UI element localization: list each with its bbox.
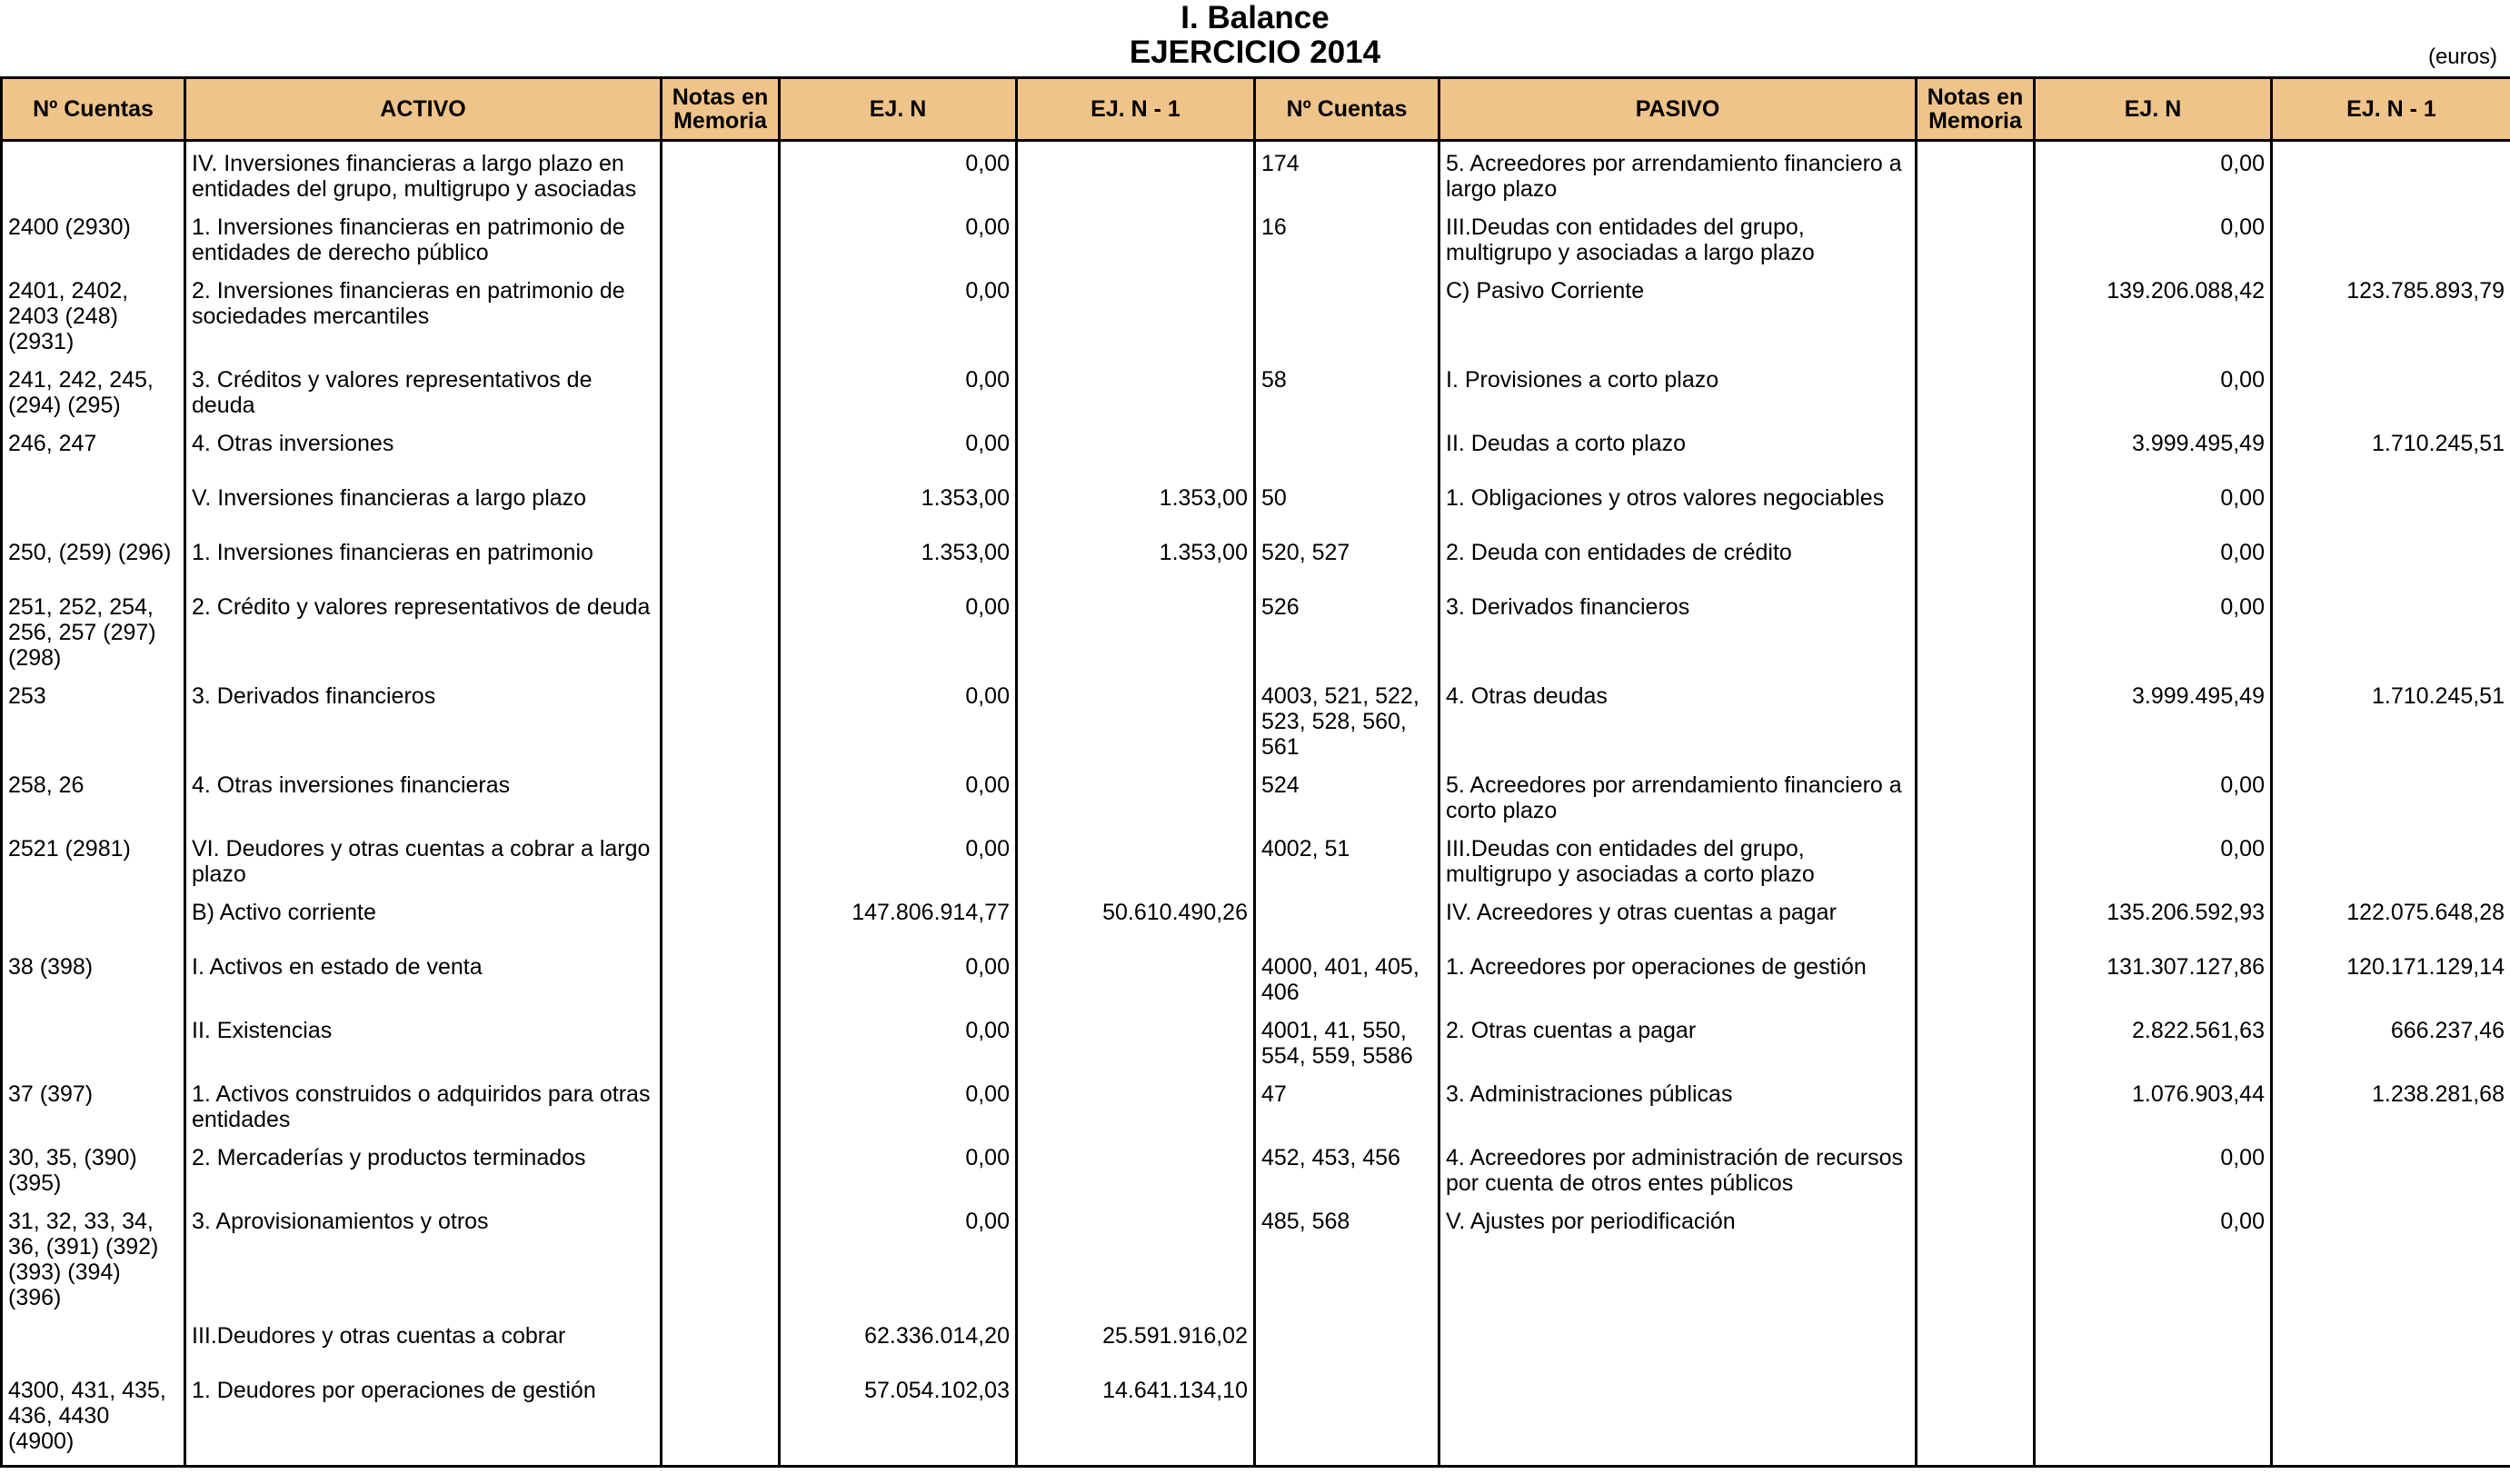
- notas-activo-cell: [662, 1321, 780, 1376]
- notas-activo-cell: [662, 141, 780, 214]
- activo-cell: III.Deudores y otras cuentas a cobrar: [185, 1321, 662, 1376]
- table-row: [2, 1143, 2510, 1207]
- ejn1-activo-cell: 1.353,00: [1017, 483, 1255, 538]
- ejn-activo-cell: 0,00: [780, 429, 1017, 483]
- ejn1-activo-cell: 1.353,00: [1017, 538, 1255, 593]
- cuentas-activo-cell: 4300, 431, 435, 436, 4430 (4900): [2, 1376, 185, 1467]
- cuentas-pasivo-cell: [1255, 276, 1439, 365]
- ejn-pasivo-cell: 0,00: [2035, 213, 2272, 276]
- ejn1-pasivo-cell: [2272, 1143, 2510, 1207]
- header-ejn1-activo: EJ. N - 1: [1017, 78, 1255, 141]
- header-ejn1-pasivo: EJ. N - 1: [2272, 78, 2510, 141]
- notas-pasivo-cell: [1917, 952, 2035, 1016]
- ejn-pasivo-cell: 3.999.495,49: [2035, 682, 2272, 771]
- table-row: [2, 1321, 2510, 1376]
- notas-pasivo-cell: [1917, 1207, 2035, 1321]
- ejn1-activo-cell: 14.641.134,10: [1017, 1376, 1255, 1467]
- notas-activo-cell: [662, 213, 780, 276]
- notas-activo-cell: [662, 1143, 780, 1207]
- table-row: [2, 682, 2510, 771]
- ejn1-pasivo-cell: [2272, 771, 2510, 834]
- cuentas-pasivo-cell: 4001, 41, 550, 554, 559, 5586: [1255, 1016, 1439, 1080]
- pasivo-cell: III.Deudas con entidades del grupo, multigrupo y asociadas a largo plazo: [1439, 213, 1917, 276]
- notas-activo-cell: [662, 898, 780, 952]
- ejn-pasivo-cell: 0,00: [2035, 593, 2272, 682]
- activo-cell: 1. Activos construidos o adquiridos para otras entidades: [185, 1080, 662, 1143]
- cuentas-pasivo-cell: [1255, 1376, 1439, 1467]
- cuentas-activo-cell: 253: [2, 682, 185, 771]
- ejn1-activo-cell: 25.591.916,02: [1017, 1321, 1255, 1376]
- pasivo-cell: 1. Obligaciones y otros valores negociables: [1439, 483, 1917, 538]
- ejn-activo-cell: 0,00: [780, 593, 1017, 682]
- table-row: [2, 952, 2510, 1016]
- cuentas-activo-cell: 246, 247: [2, 429, 185, 483]
- notas-activo-cell: [662, 1376, 780, 1467]
- table-row: [2, 141, 2510, 214]
- report-subtitle: EJERCICIO 2014: [1129, 35, 1381, 70]
- header-cuentas-activo: Nº Cuentas: [2, 78, 185, 141]
- ejn1-activo-cell: [1017, 1207, 1255, 1321]
- notas-pasivo-cell: [1917, 1143, 2035, 1207]
- ejn-activo-cell: 57.054.102,03: [780, 1376, 1017, 1467]
- ejn-activo-cell: 1.353,00: [780, 483, 1017, 538]
- notas-pasivo-cell: [1917, 1321, 2035, 1376]
- ejn1-pasivo-cell: [2272, 483, 2510, 538]
- notas-pasivo-cell: [1917, 593, 2035, 682]
- notas-activo-cell: [662, 483, 780, 538]
- notas-activo-cell: [662, 771, 780, 834]
- ejn1-activo-cell: [1017, 213, 1255, 276]
- cuentas-activo-cell: [2, 898, 185, 952]
- notas-activo-cell: [662, 1016, 780, 1080]
- activo-cell: I. Activos en estado de venta: [185, 952, 662, 1016]
- table-row: [2, 834, 2510, 898]
- cuentas-pasivo-cell: 485, 568: [1255, 1207, 1439, 1321]
- pasivo-cell: 5. Acreedores por arrendamiento financiero a corto plazo: [1439, 771, 1917, 834]
- cuentas-activo-cell: [2, 1321, 185, 1376]
- cuentas-pasivo-cell: 47: [1255, 1080, 1439, 1143]
- ejn1-activo-cell: [1017, 365, 1255, 429]
- ejn1-activo-cell: [1017, 952, 1255, 1016]
- cuentas-activo-cell: [2, 1016, 185, 1080]
- pasivo-cell: I. Provisiones a corto plazo: [1439, 365, 1917, 429]
- ejn1-activo-cell: [1017, 1080, 1255, 1143]
- ejn-activo-cell: 0,00: [780, 834, 1017, 898]
- ejn-activo-cell: 0,00: [780, 1207, 1017, 1321]
- ejn-activo-cell: 0,00: [780, 276, 1017, 365]
- notas-activo-cell: [662, 1207, 780, 1321]
- activo-cell: 1. Inversiones financieras en patrimonio de entidades de derecho público: [185, 213, 662, 276]
- cuentas-pasivo-cell: 174: [1255, 141, 1439, 214]
- notas-pasivo-cell: [1917, 141, 2035, 214]
- pasivo-cell: 3. Administraciones públicas: [1439, 1080, 1917, 1143]
- ejn1-pasivo-cell: 666.237,46: [2272, 1016, 2510, 1080]
- notas-activo-cell: [662, 952, 780, 1016]
- cuentas-pasivo-cell: 50: [1255, 483, 1439, 538]
- pasivo-cell: 4. Otras deudas: [1439, 682, 1917, 771]
- ejn1-pasivo-cell: 120.171.129,14: [2272, 952, 2510, 1016]
- cuentas-pasivo-cell: 520, 527: [1255, 538, 1439, 593]
- table-row: [2, 898, 2510, 952]
- pasivo-cell: III.Deudas con entidades del grupo, multigrupo y asociadas a corto plazo: [1439, 834, 1917, 898]
- table-row: [2, 1016, 2510, 1080]
- cuentas-activo-cell: [2, 483, 185, 538]
- cuentas-activo-cell: 251, 252, 254, 256, 257 (297) (298): [2, 593, 185, 682]
- header-ejn-activo: EJ. N: [780, 78, 1017, 141]
- pasivo-cell: [1439, 1321, 1917, 1376]
- pasivo-cell: 3. Derivados financieros: [1439, 593, 1917, 682]
- header-row: [2, 78, 2510, 141]
- table-row: [2, 771, 2510, 834]
- ejn-pasivo-cell: 0,00: [2035, 538, 2272, 593]
- ejn1-pasivo-cell: 122.075.648,28: [2272, 898, 2510, 952]
- ejn1-activo-cell: [1017, 276, 1255, 365]
- ejn1-pasivo-cell: [2272, 593, 2510, 682]
- cuentas-activo-cell: 31, 32, 33, 34, 36, (391) (392) (393) (394) (396): [2, 1207, 185, 1321]
- cuentas-activo-cell: 37 (397): [2, 1080, 185, 1143]
- ejn-activo-cell: 0,00: [780, 365, 1017, 429]
- activo-cell: IV. Inversiones financieras a largo plazo en entidades del grupo, multigrupo y asociadas: [185, 141, 662, 214]
- cuentas-pasivo-cell: [1255, 898, 1439, 952]
- ejn-pasivo-cell: 2.822.561,63: [2035, 1016, 2272, 1080]
- activo-cell: VI. Deudores y otras cuentas a cobrar a largo plazo: [185, 834, 662, 898]
- ejn-activo-cell: 0,00: [780, 771, 1017, 834]
- report-title: I. Balance: [1180, 0, 1330, 35]
- table-row: [2, 593, 2510, 682]
- ejn-activo-cell: 147.806.914,77: [780, 898, 1017, 952]
- activo-cell: 3. Créditos y valores representativos de deuda: [185, 365, 662, 429]
- pasivo-cell: II. Deudas a corto plazo: [1439, 429, 1917, 483]
- cuentas-activo-cell: 258, 26: [2, 771, 185, 834]
- activo-cell: 3. Aprovisionamientos y otros: [185, 1207, 662, 1321]
- ejn-activo-cell: 0,00: [780, 682, 1017, 771]
- cuentas-activo-cell: 30, 35, (390) (395): [2, 1143, 185, 1207]
- pasivo-cell: 1. Acreedores por operaciones de gestión: [1439, 952, 1917, 1016]
- cuentas-activo-cell: 2401, 2402, 2403 (248) (2931): [2, 276, 185, 365]
- ejn1-pasivo-cell: [2272, 141, 2510, 214]
- ejn1-pasivo-cell: [2272, 213, 2510, 276]
- notas-pasivo-cell: [1917, 538, 2035, 593]
- table-row: [2, 365, 2510, 429]
- pasivo-cell: 2. Otras cuentas a pagar: [1439, 1016, 1917, 1080]
- activo-cell: B) Activo corriente: [185, 898, 662, 952]
- ejn-activo-cell: 0,00: [780, 141, 1017, 214]
- ejn1-activo-cell: [1017, 429, 1255, 483]
- ejn-activo-cell: 1.353,00: [780, 538, 1017, 593]
- table-row: [2, 1207, 2510, 1321]
- notas-pasivo-cell: [1917, 1376, 2035, 1467]
- activo-cell: V. Inversiones financieras a largo plazo: [185, 483, 662, 538]
- ejn-pasivo-cell: 3.999.495,49: [2035, 429, 2272, 483]
- cuentas-activo-cell: 38 (398): [2, 952, 185, 1016]
- notas-pasivo-cell: [1917, 898, 2035, 952]
- notas-pasivo-cell: [1917, 1016, 2035, 1080]
- notas-pasivo-cell: [1917, 682, 2035, 771]
- activo-cell: 2. Inversiones financieras en patrimonio de sociedades mercantiles: [185, 276, 662, 365]
- balance-table: [0, 76, 2510, 1468]
- pasivo-cell: 2. Deuda con entidades de crédito: [1439, 538, 1917, 593]
- ejn-pasivo-cell: 0,00: [2035, 1207, 2272, 1321]
- notas-pasivo-cell: [1917, 365, 2035, 429]
- ejn-activo-cell: 0,00: [780, 1080, 1017, 1143]
- notas-activo-cell: [662, 276, 780, 365]
- ejn-pasivo-cell: 0,00: [2035, 771, 2272, 834]
- ejn-pasivo-cell: 0,00: [2035, 834, 2272, 898]
- ejn1-pasivo-cell: [2272, 538, 2510, 593]
- ejn-pasivo-cell: 135.206.592,93: [2035, 898, 2272, 952]
- ejn1-pasivo-cell: [2272, 1321, 2510, 1376]
- cuentas-activo-cell: 2400 (2930): [2, 213, 185, 276]
- ejn-pasivo-cell: 0,00: [2035, 141, 2272, 214]
- ejn1-activo-cell: [1017, 771, 1255, 834]
- table-row: [2, 483, 2510, 538]
- pasivo-cell: V. Ajustes por periodificación: [1439, 1207, 1917, 1321]
- table-row: [2, 1080, 2510, 1143]
- ejn1-pasivo-cell: [2272, 1207, 2510, 1321]
- cuentas-pasivo-cell: 526: [1255, 593, 1439, 682]
- ejn1-pasivo-cell: 1.710.245,51: [2272, 429, 2510, 483]
- ejn1-pasivo-cell: [2272, 1376, 2510, 1467]
- ejn1-pasivo-cell: 1.238.281,68: [2272, 1080, 2510, 1143]
- cuentas-pasivo-cell: 16: [1255, 213, 1439, 276]
- ejn-activo-cell: 0,00: [780, 1016, 1017, 1080]
- pasivo-cell: [1439, 1376, 1917, 1467]
- notas-activo-cell: [662, 834, 780, 898]
- activo-cell: 1. Deudores por operaciones de gestión: [185, 1376, 662, 1467]
- ejn-activo-cell: 0,00: [780, 213, 1017, 276]
- header-ejn-pasivo: EJ. N: [2035, 78, 2272, 141]
- ejn-pasivo-cell: 1.076.903,44: [2035, 1080, 2272, 1143]
- notas-pasivo-cell: [1917, 834, 2035, 898]
- ejn1-activo-cell: 50.610.490,26: [1017, 898, 1255, 952]
- activo-cell: 2. Mercaderías y productos terminados: [185, 1143, 662, 1207]
- cuentas-pasivo-cell: [1255, 1321, 1439, 1376]
- ejn1-activo-cell: [1017, 834, 1255, 898]
- ejn-activo-cell: 0,00: [780, 952, 1017, 1016]
- cuentas-pasivo-cell: 58: [1255, 365, 1439, 429]
- header-pasivo: PASIVO: [1439, 78, 1917, 141]
- activo-cell: II. Existencias: [185, 1016, 662, 1080]
- table-row: [2, 429, 2510, 483]
- header-activo: ACTIVO: [185, 78, 662, 141]
- ejn-activo-cell: 0,00: [780, 1143, 1017, 1207]
- pasivo-cell: 4. Acreedores por administración de recursos por cuenta de otros entes públicos: [1439, 1143, 1917, 1207]
- cuentas-pasivo-cell: 4003, 521, 522, 523, 528, 560, 561: [1255, 682, 1439, 771]
- activo-cell: 3. Derivados financieros: [185, 682, 662, 771]
- ejn-pasivo-cell: 0,00: [2035, 365, 2272, 429]
- ejn-activo-cell: 62.336.014,20: [780, 1321, 1017, 1376]
- units-label: (euros): [2427, 45, 2497, 69]
- table-row: [2, 276, 2510, 365]
- cuentas-activo-cell: 241, 242, 245, (294) (295): [2, 365, 185, 429]
- cuentas-pasivo-cell: 4000, 401, 405, 406: [1255, 952, 1439, 1016]
- activo-cell: 2. Crédito y valores representativos de deuda: [185, 593, 662, 682]
- ejn1-activo-cell: [1017, 141, 1255, 214]
- table-row: [2, 538, 2510, 593]
- notas-pasivo-cell: [1917, 429, 2035, 483]
- activo-cell: 4. Otras inversiones financieras: [185, 771, 662, 834]
- notas-activo-cell: [662, 593, 780, 682]
- header-notas-activo: Notas en Memoria: [662, 78, 780, 141]
- ejn1-pasivo-cell: 123.785.893,79: [2272, 276, 2510, 365]
- cuentas-pasivo-cell: 452, 453, 456: [1255, 1143, 1439, 1207]
- cuentas-activo-cell: [2, 141, 185, 214]
- notas-activo-cell: [662, 365, 780, 429]
- notas-pasivo-cell: [1917, 483, 2035, 538]
- pasivo-cell: IV. Acreedores y otras cuentas a pagar: [1439, 898, 1917, 952]
- ejn-pasivo-cell: 0,00: [2035, 1143, 2272, 1207]
- ejn-pasivo-cell: [2035, 1376, 2272, 1467]
- ejn1-pasivo-cell: [2272, 834, 2510, 898]
- notas-activo-cell: [662, 682, 780, 771]
- ejn-pasivo-cell: 139.206.088,42: [2035, 276, 2272, 365]
- pasivo-cell: 5. Acreedores por arrendamiento financiero a largo plazo: [1439, 141, 1917, 214]
- pasivo-cell: C) Pasivo Corriente: [1439, 276, 1917, 365]
- table-row: [2, 213, 2510, 276]
- table-row: [2, 1376, 2510, 1467]
- ejn-pasivo-cell: 0,00: [2035, 483, 2272, 538]
- cuentas-pasivo-cell: 4002, 51: [1255, 834, 1439, 898]
- ejn-pasivo-cell: [2035, 1321, 2272, 1376]
- notas-activo-cell: [662, 429, 780, 483]
- cuentas-activo-cell: 250, (259) (296): [2, 538, 185, 593]
- header-notas-pasivo: Notas en Memoria: [1917, 78, 2035, 141]
- notas-pasivo-cell: [1917, 771, 2035, 834]
- cuentas-pasivo-cell: 524: [1255, 771, 1439, 834]
- ejn1-activo-cell: [1017, 1143, 1255, 1207]
- cuentas-activo-cell: 2521 (2981): [2, 834, 185, 898]
- ejn1-pasivo-cell: [2272, 365, 2510, 429]
- notas-activo-cell: [662, 1080, 780, 1143]
- cuentas-pasivo-cell: [1255, 429, 1439, 483]
- activo-cell: 4. Otras inversiones: [185, 429, 662, 483]
- ejn-pasivo-cell: 131.307.127,86: [2035, 952, 2272, 1016]
- header-cuentas-pasivo: Nº Cuentas: [1255, 78, 1439, 141]
- ejn1-pasivo-cell: 1.710.245,51: [2272, 682, 2510, 771]
- activo-cell: 1. Inversiones financieras en patrimonio: [185, 538, 662, 593]
- ejn1-activo-cell: [1017, 593, 1255, 682]
- notas-activo-cell: [662, 538, 780, 593]
- ejn1-activo-cell: [1017, 1016, 1255, 1080]
- notas-pasivo-cell: [1917, 213, 2035, 276]
- notas-pasivo-cell: [1917, 1080, 2035, 1143]
- ejn1-activo-cell: [1017, 682, 1255, 771]
- notas-pasivo-cell: [1917, 276, 2035, 365]
